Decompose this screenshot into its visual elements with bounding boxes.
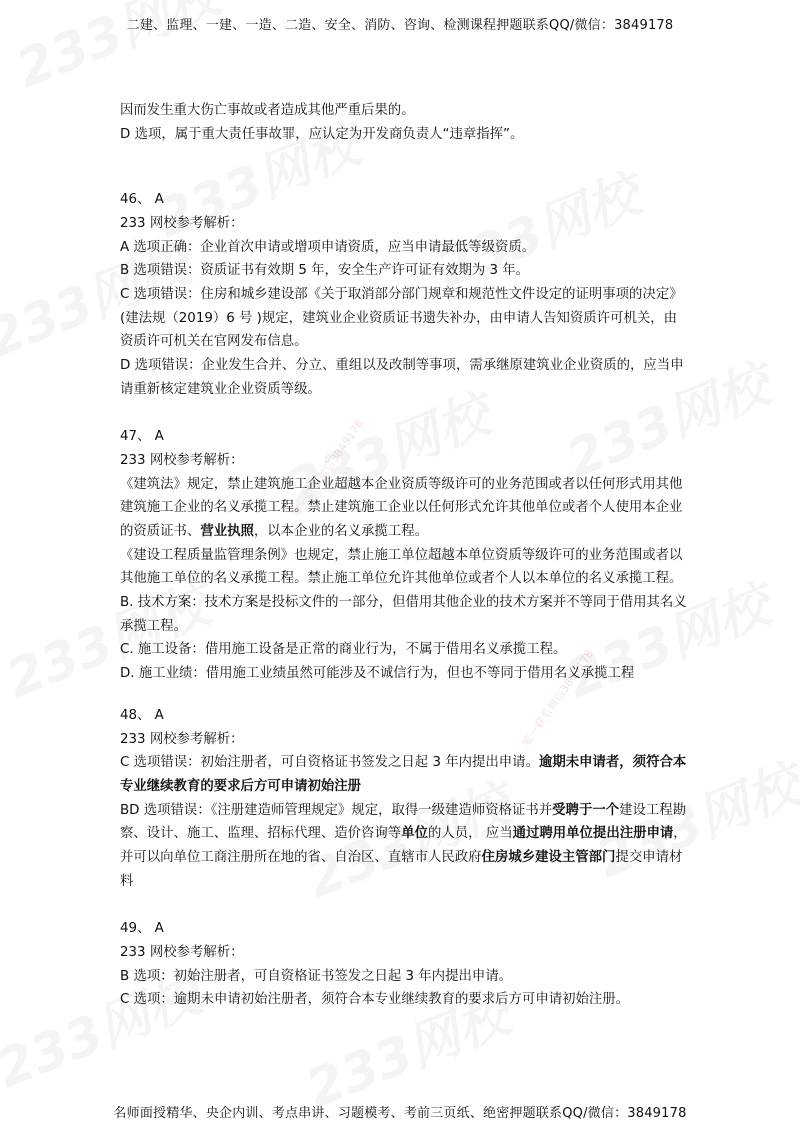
answer-number: 48、 A [120,707,164,723]
intro-line: 因而发生重大伤亡事故或者造成其他严重后果的。 [120,103,415,118]
option-a: A 选项正确：企业首次申请或增项申请资质，应当申请最低等级资质。 [120,239,536,255]
option-highlight: 逾期未申请者，须符合本专业继续教育的要求后方可申请初始注册 [120,755,687,794]
option-text: 建设工程勘察、设计、施工、监理、招标代理、造价咨询等 [120,802,687,842]
option-c: C 选项错误：住房和城乡建设部《关于取消部分部门规章和规范性文件设定的证明事项的决定》(建法规（2019）6 号 )规定，建筑业企业资质证书遗失补办，由申请人告知资质许可机关，由资质许可机关在官网发布信息。 [120,286,683,350]
option-bd [120,799,690,894]
page-footer: 名师面授精华、央企内训、考点串讲、习题模考、考前三页纸、绝密押题联系QQ/微信：3849178 [113,1106,687,1121]
option-text: 提交申请材料 [120,850,683,889]
option-d: D. 施工业绩：借用施工业绩虽然可能涉及不诚信行为，但也不等同于借用名义承揽工程 [120,666,635,682]
question-46 [120,188,690,401]
law-highlight: 营业执照 [200,523,254,539]
option-text: BD 选项错误：《注册建造师管理规定》规定，取得一级建造师资格证书并 [120,802,553,818]
option-c: C 选项：逾期未申请初始注册者，须符合本专业继续教育的要求后方可申请初始注册。 [120,992,630,1008]
analysis-title: 233 网校参考解析： [120,731,244,747]
law-excerpt [120,473,690,544]
analysis-title: 233 网校参考解析： [120,215,244,231]
answer-number: 49、 A [120,921,164,937]
law-text: 《建筑法》规定，禁止建筑施工企业超越本企业资质等级许可的业务范围或者以任何形式用其他建筑施工企业的名义承揽工程。禁止建筑施工企业以任何形式允许其他单位或者个人使用本企业的资质证书、 [120,476,683,539]
answer-number: 47、 A [120,429,164,445]
option-text: C 选项错误：初始注册者，可自资格证书签发之日起 3 年内提出申请。 [120,755,539,771]
watermark-contact: 唯一联系微信3849178 [519,647,597,750]
watermark-contact: 唯一联系微信3849178 [289,417,367,520]
answer-number: 46、 A [120,192,164,208]
option-highlight: 通过聘用单位提出注册申请 [512,826,674,842]
law-text: ，以本企业的名义承揽工程。 [253,523,428,539]
document-body [120,99,690,1012]
page-header: 二建、监理、一建、一造、二造、安全、消防、咨询、检测课程押题联系QQ/微信：3849178 [126,18,674,33]
option-c [120,751,690,798]
analysis-title: 233 网校参考解析： [120,452,244,468]
option-text: 的人员， 应当 [427,826,513,842]
option-highlight: 住房城乡建设主管部门 [481,850,616,866]
option-b: B 选项：初始注册者，可自资格证书签发之日起 3 年内提出申请。 [120,968,513,984]
option-highlight: 单位 [401,826,428,842]
question-48 [120,704,690,894]
option-b: B 选项错误：资质证书有效期 5 年，安全生产许可证有效期为 3 年。 [120,263,530,279]
option-text: ，并可以向单位工商注册所在地的省、自治区、直辖市人民政府 [120,826,687,866]
question-49 [120,917,690,1012]
option-highlight: 受聘于一个 [552,802,620,818]
question-47 [120,425,690,686]
analysis-title: 233 网校参考解析： [120,944,244,960]
law-excerpt: 《建设工程质量监管理条例》也规定，禁止施工单位超越本单位资质等级许可的业务范围或者以其他施工单位的名义承揽工程。禁止施工单位允许其他单位或者个人以本单位的名义承揽工程。 [120,547,683,587]
option-b: B. 技术方案：技术方案是投标文件的一部分，但借用其他企业的技术方案并不等同于借用其名义承揽工程。 [120,595,687,634]
option-d: D 选项错误：企业发生合并、分立、重组以及改制等事项，需承继原建筑业企业资质的，应当申请重新核定建筑业企业资质等级。 [120,358,684,397]
intro-line: D 选项，属于重大责任事故罪，应认定为开发商负责人“违章指挥”。 [120,126,524,142]
option-c: C. 施工设备：借用施工设备是正常的商业行为，不属于借用名义承揽工程。 [120,642,567,658]
